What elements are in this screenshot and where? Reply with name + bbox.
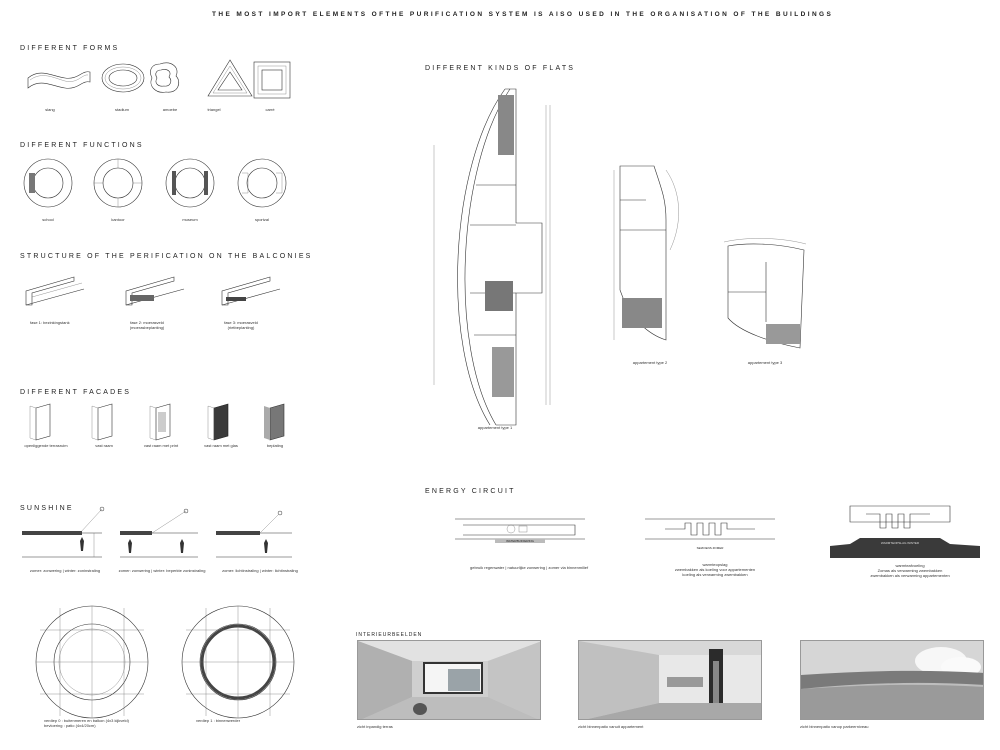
structure-label-2 [122, 320, 172, 330]
forms-heading: DIFFERENT FORMS [20, 45, 120, 52]
energy-caption-1: gebruik regenwater | natuurlijke zonwering | zomer via binnenmilief [470, 565, 589, 570]
energy-caption-2 [670, 562, 760, 577]
energy-label-2: SEIZOENS ZOMER [696, 546, 724, 550]
form-slang-shape [28, 72, 90, 89]
interior-heading: INTERIEURBEELDEN [356, 632, 423, 638]
facade-label-3: vast raam met print [143, 443, 179, 448]
sunshine-label-2: zomer: zonwering | winter: beperkte zoninstraling [118, 568, 206, 573]
form-label-amoebe: amoebe [162, 107, 178, 112]
form-label-triangel: triangel [207, 107, 221, 112]
sunshine-label-3: zomer: lichtinstraling | winter: lichtinstraling [222, 568, 298, 573]
interior-caption-3: zicht binnenpatio vanop parkeerniveau [800, 724, 869, 729]
energy-caption-2-line2: zwembakken als koeling voor appartementen [674, 567, 756, 572]
sunshine-diagram-3 [216, 511, 292, 557]
energy-caption-3-line3: zwembakken als verwarming appartementen [870, 573, 950, 578]
facade-label-1: openliggende terrasruim [24, 443, 68, 448]
flats-heading: DIFFERENT KINDS OF FLATS [425, 65, 576, 72]
functions-heading: DIFFERENT FUNCTIONS [20, 142, 144, 149]
floor-plan-verdiep-1 [182, 606, 294, 718]
flat-caption-3: appartement type 3 [747, 360, 783, 365]
plan-caption-1-line1: verdiep 1 : binnenwerder [196, 718, 241, 723]
facade-4 [208, 404, 228, 440]
sunshine-diagram-1 [22, 507, 104, 557]
flat-type-3-plan [720, 232, 810, 352]
function-museum-plan [166, 159, 214, 207]
plan-caption-0-line1: verdiep 0 : buitenmeren en balkon (4x3 kijkveld) [44, 718, 129, 723]
flat-type-2-plan [610, 160, 690, 360]
function-label-school: school [42, 217, 54, 222]
structure-label-3-line2: (rietbeplanting) [227, 325, 255, 330]
form-triangel-shape [208, 60, 252, 96]
sunshine-diagrams [22, 505, 312, 565]
structure-fase-1 [26, 277, 84, 305]
structure-label-1-line1: fase 1: bezinkingstank [30, 320, 70, 325]
sunshine-diagram-2 [120, 509, 198, 557]
structure-label-2-line1: fase 2: moerasveld [130, 320, 164, 325]
facade-2 [92, 404, 112, 440]
structure-fase-2 [126, 277, 184, 305]
function-school-plan [24, 159, 72, 207]
floor-plan-verdiep-0 [36, 606, 148, 718]
structure-label-3 [216, 320, 266, 330]
facade-label-4: vast raam met glas [204, 443, 238, 448]
structure-label-3-line1: fase 3: moerasveld [224, 320, 258, 325]
function-label-sportzal: sportzal [254, 217, 269, 222]
form-label-stadium: stadium [114, 107, 129, 112]
energy-label-1: WATERBUFFERING [506, 539, 534, 543]
facade-3 [150, 404, 170, 440]
form-amoebe-shape [150, 63, 178, 92]
facade-label-5: beplating [266, 443, 284, 448]
interior-caption-1: zicht inpandig terras [357, 724, 393, 729]
structure-heading: STRUCTURE OF THE PERIFICATION ON THE BALCONIES [20, 253, 313, 260]
functions-diagrams [20, 155, 310, 215]
energy-diagram-3 [830, 498, 980, 558]
energy-caption-3-line1: warmteafvoeling [895, 563, 925, 568]
structure-fase-3 [222, 277, 280, 305]
sunshine-heading: SUNSHINE [20, 505, 74, 512]
function-sportzal-plan [238, 159, 286, 207]
form-label-slang: slang [45, 107, 55, 112]
facades-diagrams [30, 402, 310, 442]
facades-heading: DIFFERENT FACADES [20, 389, 132, 396]
energy-caption-3 [860, 563, 960, 578]
interior-image-patio [578, 640, 762, 720]
form-carre-shape [254, 62, 290, 98]
circular-floor-plans [30, 610, 330, 720]
plan-caption-0-line2: bevloering : patio (4x4/20cm) [44, 723, 96, 728]
energy-label-3: WARMTEOPSLAG WINTER [880, 541, 920, 545]
form-label-carre: carré [265, 107, 275, 112]
plan-caption-1 [196, 718, 240, 723]
flat-type-1-plan [430, 85, 590, 435]
structure-label-1 [30, 320, 70, 325]
energy-caption-3-line2: Zomas als verwarming zwembakken [877, 568, 943, 573]
structure-diagrams [24, 275, 314, 315]
interior-caption-2: zicht binnenpatio vanuit appartement [578, 724, 644, 729]
function-kantoor-plan [94, 159, 142, 207]
energy-heading: ENERGY CIRCUIT [425, 488, 516, 495]
interior-image-terrace [357, 640, 541, 720]
form-stadium-shape [102, 64, 144, 92]
structure-label-2-line2: (moerasbeplanting) [129, 325, 165, 330]
energy-caption-2-line3: koeling als verwarming zwembakken [682, 572, 748, 577]
energy-caption-2-line1: warmteopslag [702, 562, 728, 567]
page-title: THE MOST IMPORT ELEMENTS OFTHE PURIFICATION SYSTEM IS AlSO USED IN THE ORGANISATION OF THE BUILDINGS [212, 11, 834, 18]
interior-image-parking [800, 640, 984, 720]
energy-diagram-2 [645, 505, 785, 555]
function-label-museum: museum [182, 217, 198, 222]
function-label-kantoor: kantoor [111, 217, 125, 222]
flat-caption-2: appartement type 2 [632, 360, 668, 365]
plan-caption-0 [44, 718, 129, 728]
sunshine-label-1: zomer: zonwering | winter: zoninstraling [29, 568, 101, 573]
facade-1 [30, 404, 50, 440]
energy-diagram-1 [455, 505, 595, 555]
facade-5 [264, 404, 284, 440]
flat-caption-1: appartement type 1 [477, 425, 513, 430]
facade-label-2: vast raam [95, 443, 113, 448]
